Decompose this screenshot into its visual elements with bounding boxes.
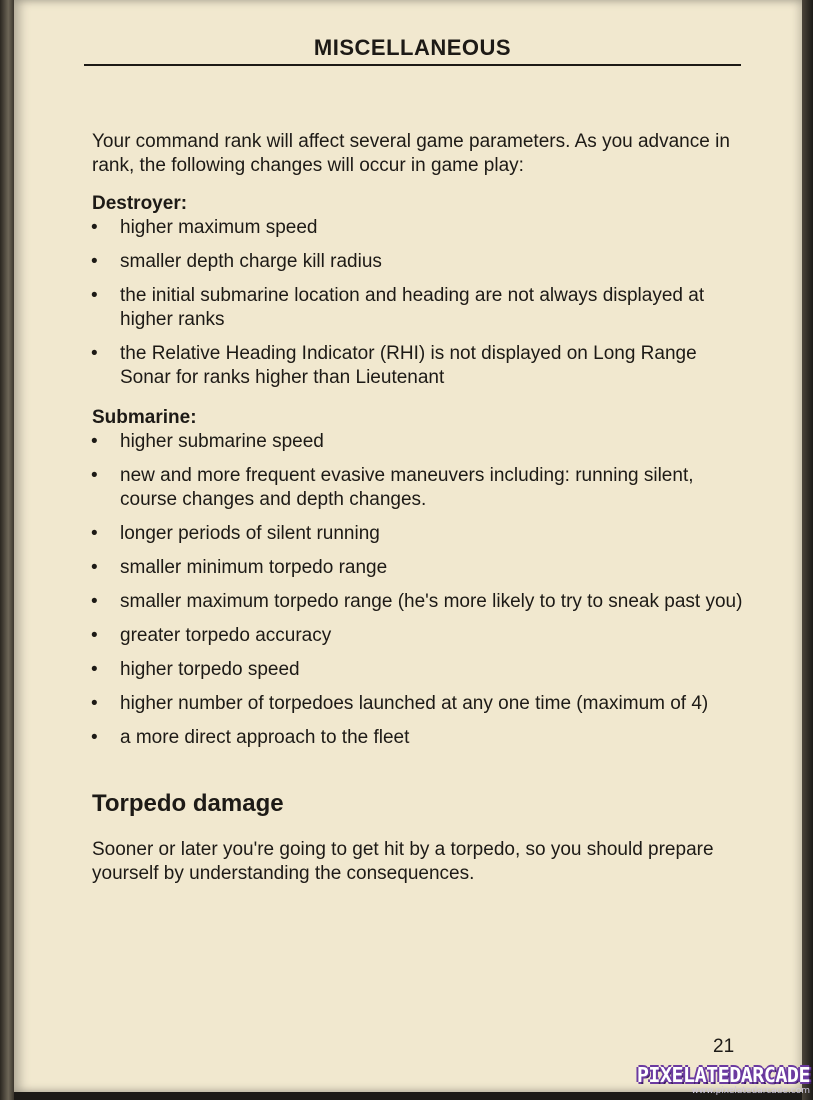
binding-edge xyxy=(0,0,14,1100)
page-edge xyxy=(802,0,813,1100)
bullet-icon: • xyxy=(91,591,98,612)
submarine-list xyxy=(92,430,752,750)
list-item: • greater torpedo accuracy xyxy=(91,625,332,646)
destroyer-heading: Destroyer: xyxy=(92,193,188,214)
list-item: • higher maximum speed xyxy=(91,217,318,238)
bullet-icon: • xyxy=(91,285,98,306)
list-item: • the initial submarine location and heading are not always displayed at higher ranks xyxy=(91,285,705,330)
submarine-heading: Submarine: xyxy=(92,407,197,428)
bullet-icon: • xyxy=(91,217,98,238)
list-item: • higher submarine speed xyxy=(91,431,324,452)
bullet-icon: • xyxy=(91,693,98,714)
page-title: MISCELLANEOUS xyxy=(313,35,512,60)
bullet-icon: • xyxy=(91,251,98,272)
bullet-icon: • xyxy=(91,465,98,486)
watermark-logo: PIXELATEDARCADE xyxy=(636,1063,810,1087)
page-content xyxy=(92,130,752,900)
bullet-icon: • xyxy=(91,727,98,748)
list-item: • higher torpedo speed xyxy=(91,659,300,680)
list-item: • longer periods of silent running xyxy=(91,523,380,544)
torpedo-damage-heading: Torpedo damage xyxy=(92,790,284,817)
bullet-icon: • xyxy=(91,523,98,544)
section-header xyxy=(84,34,741,66)
bullet-icon: • xyxy=(91,431,98,452)
list-item: • new and more frequent evasive maneuvers including: running silent, course changes and depth changes. xyxy=(91,465,694,510)
torpedo-paragraph: Sooner or later you're going to get hit by a torpedo, so you should prepare yourself by understanding the consequences. xyxy=(92,839,714,884)
page-number: 21 xyxy=(713,1036,735,1057)
list-item: • smaller minimum torpedo range xyxy=(91,557,388,578)
list-item: • the Relative Heading Indicator (RHI) is not displayed on Long Range Sonar for ranks higher than Lieutenant xyxy=(91,343,697,388)
bullet-icon: • xyxy=(91,659,98,680)
list-item: • higher number of torpedoes launched at any one time (maximum of 4) xyxy=(91,693,709,714)
destroyer-list xyxy=(92,216,752,390)
watermark xyxy=(614,1064,810,1100)
intro-paragraph: Your command rank will affect several game parameters. As you advance in rank, the following changes will occur in game play: xyxy=(92,131,730,176)
bullet-icon: • xyxy=(91,625,98,646)
bullet-icon: • xyxy=(91,557,98,578)
watermark-url: www.pixelatedarcade.com xyxy=(691,1086,810,1096)
list-item: • a more direct approach to the fleet xyxy=(91,727,410,748)
list-item: • smaller depth charge kill radius xyxy=(91,251,382,272)
bullet-icon: • xyxy=(91,343,98,364)
list-item: • smaller maximum torpedo range (he's more likely to try to sneak past you) xyxy=(91,591,743,612)
